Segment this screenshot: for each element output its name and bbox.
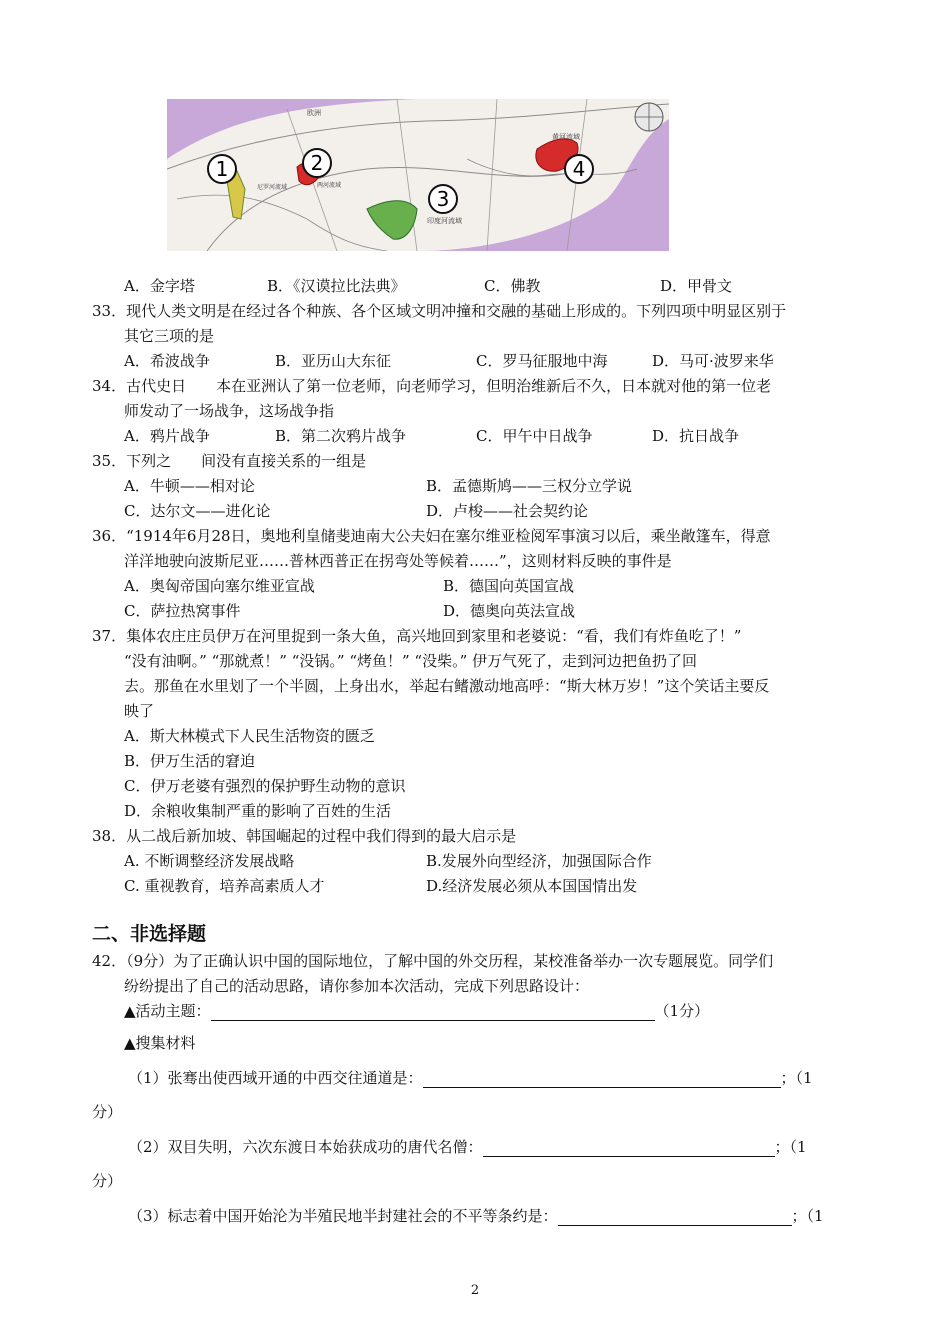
q42-item2-blank[interactable]: [483, 1141, 775, 1157]
q42-item1-wrap: 分）: [92, 1103, 123, 1121]
q37-option-d: D．余粮收集制严重的影响了百姓的生活: [124, 802, 392, 820]
q42-item1-label: （1）张骞出使西域开通的中西交往通道是：: [128, 1069, 423, 1087]
map-label-mesopotamia: 两河流域: [317, 182, 342, 189]
map-label-huanghe: 黄河流域: [552, 133, 580, 141]
q32-option-b: B．《汉谟拉比法典》: [267, 277, 406, 295]
q32-option-c: C．佛教: [484, 277, 541, 295]
q37-stem-line4: 映了: [124, 702, 155, 720]
q36-stem-line1: 36．“1914年6月28日，奥地利皇储斐迪南大公夫妇在塞尔维亚检阅军事演习以后，乘坐敞篷车，得意: [92, 527, 771, 545]
q42-stem-line2: 纷纷提出了自己的活动思路，请你参加本次活动，完成下列思路设计：: [124, 977, 590, 995]
q42-item2-label: （2）双目失明，六次东渡日本始获成功的唐代名僧：: [128, 1138, 483, 1156]
map-label-yindu: 印度河流域: [427, 217, 462, 225]
map-mark-2: 2: [310, 151, 324, 175]
map-label-nile: 尼罗河流域: [257, 184, 288, 191]
q37-option-b: B．伊万生活的窘迫: [124, 752, 256, 770]
q37-stem-line2: “没有油啊。” “那就煮！” “没锅。” “烤鱼！” “没柴。” 伊万气死了，走到河边把鱼扔了回: [124, 652, 698, 670]
q38-stem-line1: 38．从二战后新加坡、韩国崛起的过程中我们得到的最大启示是: [92, 827, 517, 845]
map-mark-3: 3: [436, 187, 450, 211]
q32-option-a: A．金字塔: [124, 277, 195, 295]
q36-option-c: C．萨拉热窝事件: [124, 602, 241, 620]
q38-option-d: D.经济发展必须从本国国情出发: [426, 877, 638, 895]
q42-item1-row: [128, 1068, 813, 1088]
q34-stem-line2: 师发动了一场战争，这场战争指: [124, 402, 335, 420]
q33-stem-line1: 33．现代人类文明是在经过各个种族、各个区域文明冲撞和交融的基础上形成的。下列四项中明显区别于: [92, 302, 787, 320]
q38-option-a: A. 不断调整经济发展战略: [124, 852, 295, 870]
page-number: 2: [470, 1283, 480, 1298]
q34-stem-line1: 34．古代史日 本在亚洲认了第一位老师，向老师学习，但明治维新后不久，日本就对他的第一位老: [92, 377, 772, 395]
q38-option-c: C. 重视教育，培养高素质人才: [124, 877, 325, 895]
map-label-europe: 欧洲: [307, 109, 321, 117]
q42-item3-tail: ；（1: [791, 1207, 824, 1225]
q34-option-d: D．抗日战争: [652, 427, 740, 445]
q32-option-d: D．甲骨文: [660, 277, 733, 295]
q35-option-a: A．牛顿——相对论: [124, 477, 255, 495]
q42-theme-score: （1分）: [654, 1002, 710, 1020]
q42-theme-row: [124, 1001, 709, 1021]
map-mark-1: 1: [215, 157, 229, 181]
q37-stem-line1: 37．集体农庄庄员伊万在河里捉到一条大鱼，高兴地回到家里和老婆说：“看，我们有炸鱼吃了！”: [92, 627, 742, 645]
q33-stem-line2: 其它三项的是: [124, 327, 215, 345]
q33-option-b: B．亚历山大东征: [275, 352, 392, 370]
q36-option-b: B．德国向英国宣战: [443, 577, 575, 595]
q35-stem-line1: 35．下列之 间没有直接关系的一组是: [92, 452, 367, 470]
q36-option-a: A．奥匈帝国向塞尔维亚宣战: [124, 577, 315, 595]
q42-item3-blank[interactable]: [558, 1210, 792, 1226]
q38-option-b: B.发展外向型经济，加强国际合作: [426, 852, 652, 870]
q33-option-c: C．罗马征服地中海: [476, 352, 608, 370]
q34-option-c: C．甲午中日战争: [476, 427, 593, 445]
q42-theme-blank[interactable]: [211, 1005, 655, 1021]
q35-option-b: B．孟德斯鸠——三权分立学说: [426, 477, 633, 495]
q42-item3-row: [128, 1206, 824, 1226]
q42-theme-label: ▲活动主题：: [124, 1002, 211, 1020]
q37-option-c: C．伊万老婆有强烈的保护野生动物的意识: [124, 777, 406, 795]
section-heading: 二、非选择题: [92, 923, 207, 945]
q42-stem-line1: 42．（9分）为了正确认识中国的国际地位，了解中国的外交历程，某校准备举办一次专题展览。同学们: [92, 952, 774, 970]
q37-stem-line3: 去。那鱼在水里划了一个半圆，上身出水，举起右鳍激动地高呼：“斯大林万岁！”这个笑话主要反: [124, 677, 770, 695]
q42-item2-wrap: 分）: [92, 1172, 123, 1190]
q34-option-a: A．鸦片战争: [124, 427, 210, 445]
q42-item3-label: （3）标志着中国开始沦为半殖民地半封建社会的不平等条约是：: [128, 1207, 558, 1225]
q42-item1-blank[interactable]: [423, 1072, 781, 1088]
q35-option-c: C．达尔文——进化论: [124, 502, 271, 520]
q34-option-b: B．第二次鸦片战争: [275, 427, 407, 445]
q33-option-d: D．马可·波罗来华: [652, 352, 774, 370]
q42-item2-row: [128, 1137, 807, 1157]
ancient-civilizations-map: [167, 99, 669, 251]
q42-item2-tail: ；（1: [774, 1138, 807, 1156]
q42-item1-tail: ；（1: [780, 1069, 813, 1087]
q33-option-a: A．希波战争: [124, 352, 210, 370]
q36-option-d: D．德奥向英法宣战: [443, 602, 576, 620]
map-mark-4: 4: [572, 157, 586, 181]
q35-option-d: D．卢梭——社会契约论: [426, 502, 589, 520]
q37-option-a: A．斯大林模式下人民生活物资的匮乏: [124, 727, 375, 745]
q42-collect-label: ▲搜集材料: [124, 1034, 196, 1052]
q36-stem-line2: 洋洋地驶向波斯尼亚……普林西普正在拐弯处等候着……”，这则材料反映的事件是: [124, 552, 672, 570]
